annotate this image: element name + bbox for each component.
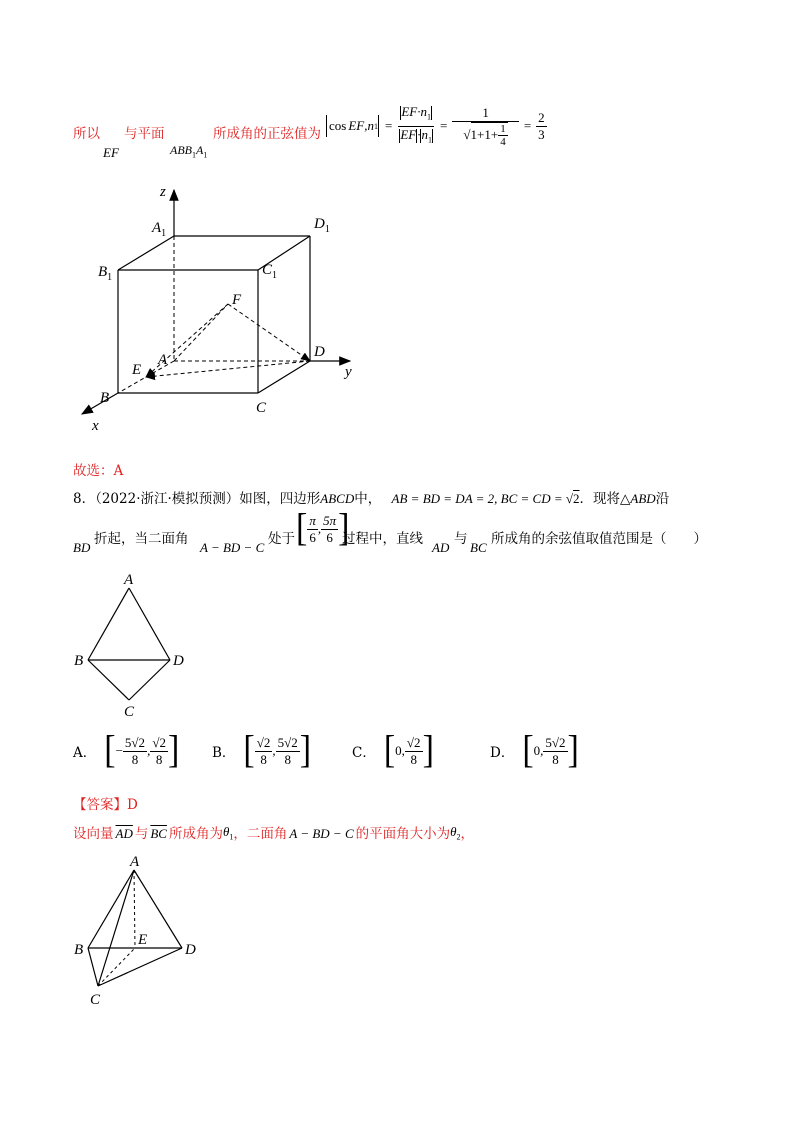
label-b1: $B_1$ bbox=[98, 264, 113, 283]
rhombus-label-a: A bbox=[124, 572, 134, 588]
label-a: A bbox=[158, 352, 168, 368]
option-c[interactable]: C． [ 0, $\frac{√2}{8}$ ] bbox=[352, 729, 434, 772]
label-d: D bbox=[314, 344, 325, 360]
solution-line: 设向量 $\overline{AD}$ 与 $\overline{BC}$ 所成角为 $\theta_1$ ，二面角 A − BD − C 的平面角大小为 $\theta_2$ ， bbox=[73, 824, 475, 842]
rhombus-label-c: C bbox=[124, 704, 135, 718]
option-b[interactable]: B． [ $\frac{√2}{8}$ , $\frac{5√2}{8}$ ] bbox=[212, 729, 312, 772]
problem8-interval: [ $\frac{\pi}{6}$ , $\frac{5\pi}{6}$ ] bbox=[296, 507, 350, 550]
label-x: x bbox=[92, 418, 99, 434]
line1-plane-label: $ABB_1A_1$ bbox=[170, 143, 208, 160]
line1-text-b: 与平面 bbox=[124, 126, 165, 142]
answer-label: 【答案】D bbox=[73, 797, 138, 813]
label-a1: $A_1$ bbox=[152, 220, 167, 239]
problem8-bc: BC bbox=[470, 540, 487, 555]
problem8-ad: AD bbox=[432, 540, 450, 555]
tetra-label-e: E bbox=[138, 932, 148, 948]
cosine-formula: cos EF , n 1 = $\frac{EF\cdot n_1}{EF\cdot n_1}$ = 1 √ 1+1+ $\frac{1}{4}$ = $\frac{2}{3}$ bbox=[326, 96, 547, 156]
label-b: B bbox=[100, 390, 110, 406]
option-d[interactable]: D． [ 0, $\frac{5√2}{8}$ ] bbox=[490, 729, 579, 772]
problem8-bd: BD bbox=[73, 540, 91, 555]
option-a[interactable]: A． [ − $\frac{5√2}{8}$ , $\frac{√2}{8}$ ] bbox=[73, 729, 180, 772]
rhombus-figure bbox=[70, 568, 200, 718]
problem8-process-text: 过程中，直线 bbox=[342, 531, 423, 547]
tetra-label-c: C bbox=[90, 992, 101, 1008]
label-c1: $C_1$ bbox=[262, 262, 278, 281]
cube-figure bbox=[70, 180, 370, 440]
problem8-and: 与 bbox=[454, 531, 468, 547]
tetra-label-a: A bbox=[130, 854, 140, 870]
tetrahedron-figure bbox=[70, 848, 220, 1018]
rhombus-label-d: D bbox=[173, 653, 184, 669]
problem8-dihedral: A − BD − C bbox=[200, 540, 265, 555]
label-c: C bbox=[256, 400, 267, 416]
label-e: E bbox=[132, 362, 142, 378]
previous-answer: 故选：A bbox=[73, 463, 124, 479]
problem8-in-text: 处于 bbox=[268, 531, 295, 547]
problem8-question-tail: 所成角的余弦值取值范围是（ ） bbox=[491, 531, 707, 547]
line1-text-c: 所成角的正弦值为 bbox=[213, 126, 321, 142]
tetra-label-d: D bbox=[185, 942, 196, 958]
tetra-label-b: B bbox=[74, 942, 84, 958]
label-f: F bbox=[232, 292, 242, 308]
line1-text-a: 所以 bbox=[73, 126, 100, 142]
problem8-line1: 8．（2022·浙江·模拟预测）如图，四边形ABCD中， AB = BD = DA = 2, BC = CD = √2．现将△ABD沿 bbox=[73, 491, 670, 507]
label-y: y bbox=[345, 364, 352, 380]
label-z: z bbox=[160, 184, 166, 200]
rhombus-label-b: B bbox=[74, 653, 84, 669]
line1-ef-label: EF bbox=[103, 145, 119, 160]
problem8-fold-text: 折起，当二面角 bbox=[94, 531, 189, 547]
label-d1: $D_1$ bbox=[314, 216, 330, 235]
